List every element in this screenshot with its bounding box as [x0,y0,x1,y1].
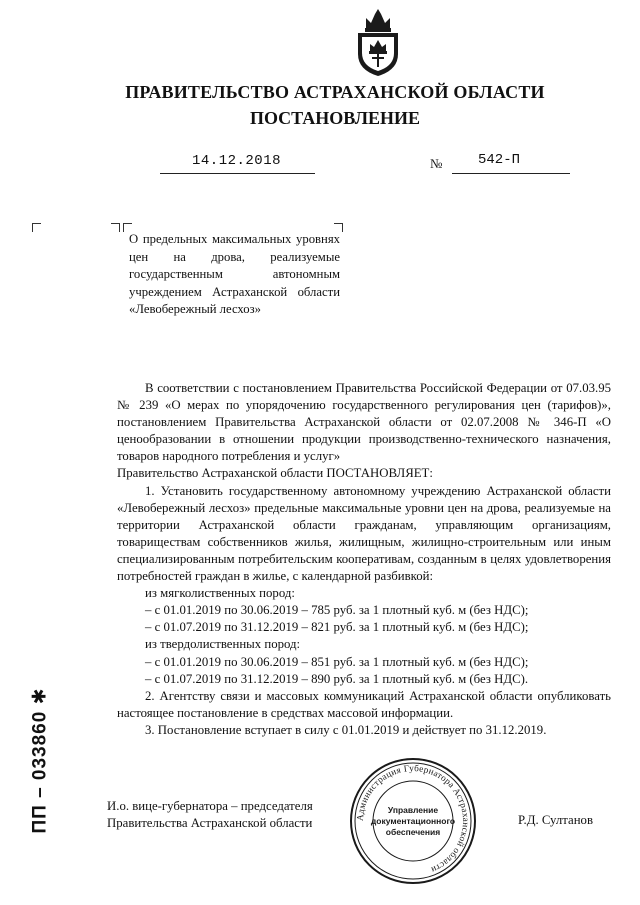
item-3-paragraph: 3. Постановление вступает в силу с 01.01.2019 и действует по 31.12.2019. [145,722,547,737]
stamp-center-text: обеспечения [385,827,441,837]
coat-of-arms-emblem [350,6,406,78]
resolves-line: Правительство Астраханской области ПОСТАНОВЛЯЕТ: [117,466,433,481]
number-label: № [430,156,443,171]
corner-mark [111,223,120,232]
price-line: – с 01.01.2019 по 30.06.2019 – 851 руб. за 1 плотный куб. м (без НДС); [145,654,529,669]
government-title: ПРАВИТЕЛЬСТВО АСТРАХАНСКОЙ ОБЛАСТИ [125,82,545,102]
price-line: – с 01.07.2019 по 31.12.2019 – 890 руб. за 1 плотный куб. м (без НДС). [145,671,529,686]
corner-mark [32,223,41,232]
signatory-name: Р.Д. Султанов [518,813,593,827]
document-date: 14.12.2018 [192,153,282,169]
document-subject: О предельных максимальных уровнях цен на дрова, реализуемые государственным автономным учреждением Астраханской области «Левобережный лесхоз» [129,232,340,317]
stamp-center-text: Управление [387,805,439,815]
item-2-paragraph: 2. Агентству связи и массовых коммуникаций Астраханской области опубликовать настоящее постановление в средствах массовой информации. [117,688,611,720]
position-line: И.о. вице-губернатора – председателя [107,799,313,813]
stamp-center-text: документационного [370,816,456,826]
stamp-ring-text: Администрация Губернатора Астраханской области [354,762,472,876]
position-line: Правительства Астраханской области [107,816,313,830]
serial-number-text: ПП – 033860 ✱ [29,686,51,834]
serial-number [22,660,58,860]
official-stamp [348,756,478,886]
document-type: ПОСТАНОВЛЕНИЕ [249,108,421,128]
signatory-position [107,798,313,832]
preamble-paragraph: В соответствии с постановлением Правительства Российской Федерации от 07.03.95 № 239 «О мерах по упорядочению государственного регулирования цен (тарифов)», постановлением Правительства Астраханской области от 02.07.2008 № 346-П «О ценообразовании в отношении продукции производственно-технического назначения, товаров народного потребления и услуг» [117,381,611,464]
document-number: 542-П [478,152,521,168]
softwood-title: из мягколиственных пород: [145,586,295,601]
hardwood-title: из твердолиственных пород: [145,637,301,652]
price-line: – с 01.01.2019 по 30.06.2019 – 785 руб. за 1 плотный куб. м (без НДС); [145,603,529,618]
price-line: – с 01.07.2019 по 31.12.2019 – 821 руб. за 1 плотный куб. м (без НДС); [145,620,529,635]
item-1-paragraph: 1. Установить государственному автономному учреждению Астраханской области «Левобережный лесхоз» предельные максимальные уровни цен на дрова, реализуемые на территории Астраханской области гражданам, управляющим организациям, товариществам собственников жилья, жилищным, жилищно-строительным или иным специализированным потребительским кооперативам, созданным в целях удовлетворения потребностей граждан в жилье, с календарной разбивкой: [117,483,611,584]
document-body [117,380,611,739]
